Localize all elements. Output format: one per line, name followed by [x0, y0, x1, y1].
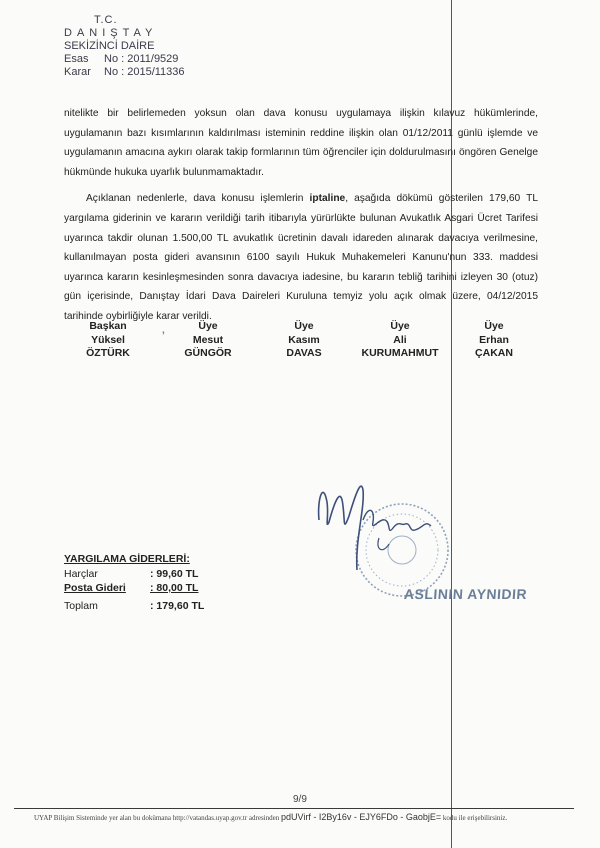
karar-value: No : 2015/11336 [104, 66, 185, 78]
signatory-member [256, 320, 352, 361]
annulment-word: iptaline [309, 193, 346, 205]
signatory-role: Üye [390, 320, 410, 332]
signatory-first-name: Erhan [479, 333, 509, 346]
signatory-role: Üye [484, 320, 504, 332]
footer-divider [14, 808, 574, 809]
esas-label: Esas [64, 53, 89, 65]
signatory-last-name: ÖZTÜRK [86, 347, 130, 359]
signatory-last-name: ÇAKAN [475, 347, 513, 359]
signatory-first-name: Mesut [192, 333, 224, 346]
paragraph-2 [64, 189, 538, 326]
signatory-role: Üye [198, 320, 218, 332]
signatory-president [60, 320, 156, 361]
chamber-name: SEKİZİNCİ DAİRE [64, 40, 155, 52]
cost-label: Harçlar [64, 567, 98, 580]
cost-value: : 179,60 TL [150, 599, 205, 612]
signatory-last-name: KURUMAHMUT [361, 347, 439, 359]
footer-text-end: kodu ile erişebilirsiniz. [442, 814, 508, 822]
costs-block [64, 552, 204, 613]
karar-row [64, 66, 185, 79]
karar-label: Karar [64, 66, 91, 78]
signatory-last-name: GÜNGÖR [184, 347, 232, 359]
signatory-role: Üye [294, 320, 314, 332]
signatory-first-name: Ali [393, 333, 407, 346]
cost-row-harclar [64, 567, 204, 582]
cost-row-posta [64, 581, 204, 596]
signatory-first-name: Yüksel [91, 333, 125, 346]
court-name: DANIŞTAY [64, 27, 158, 39]
signatory-last-name: DAVAS [286, 347, 322, 359]
signatory-role: Başkan [89, 320, 127, 332]
esas-row [64, 53, 185, 66]
cost-label: Toplam [64, 599, 98, 612]
decision-text [64, 104, 538, 327]
footer-text: UYAP Bilişim Sisteminde yer alan bu dokümana http://vatandas.uyap.gov.tr adresinden [34, 814, 280, 822]
paragraph-2-start: Açıklanan nedenlerle, dava konusu işlemlerin [86, 193, 310, 205]
signatory-member [160, 320, 256, 361]
footer-note [34, 812, 507, 822]
paragraph-1: nitelikte bir belirlemeden yoksun olan dava konusu uygulamaya ilişkin kılavuz hükümlerinde, uygulamanın bazı kısımlarının kaldırılması isteminin reddine ilişkin olan 01/12/2011 günlü işlemde ve uygulamanın amacına aykırı olarak takip formlarının tüm öğrenciler için doldurulmasını öngören Genelge hükmünde hukuka uyarlık bulunmamaktadır. [64, 108, 538, 178]
signatory-first-name: Kasım [288, 333, 320, 346]
republic-label: T.C. [94, 14, 118, 26]
costs-title: YARGILAMA GİDERLERİ: [64, 553, 190, 565]
cost-value: : 80,00 TL [150, 582, 199, 594]
document-header [64, 14, 185, 79]
signatory-member [352, 320, 448, 361]
cost-row-total [64, 599, 204, 614]
page-number: 9/9 [293, 794, 307, 805]
cost-label: Posta Gideri [64, 582, 126, 594]
cost-value: : 99,60 TL [150, 567, 199, 580]
esas-value: No : 2011/9529 [104, 53, 179, 65]
access-code: pdUVirf - I2By16v - EJY6FDo - GaobjE= [280, 812, 442, 822]
signatory-member [446, 320, 542, 361]
certified-copy-stamp-text: ASLININ AYNIDIR [403, 586, 528, 602]
paragraph-2-rest: , aşağıda dökümü gösterilen 179,60 TL yargılama giderinin ve kararın verildiği tarih itibarıyla yürürlükte bulunan Avukatlık Asgari Ücret Tarifesi uyarınca takdir olunan 1.500,00 TL avukatlık ücretinin davalı idareden alınarak davacıya verilmesine, kullanılmayan posta gideri avansının 6100 sayılı Hukuk Muhakemeleri Kanunu'nun 333. maddesi uyarınca kararın kesinleşmesinden sonra davacıya iadesine, bu kararın tebliğ tarihini izleyen 30 (otuz) gün içerisinde, Danıştay İdari Dava Daireleri Kuruluna temyiz yolu açık olmak üzere, 04/12/2015 tarihinde oybirliğiyle karar verildi. [64, 193, 538, 322]
